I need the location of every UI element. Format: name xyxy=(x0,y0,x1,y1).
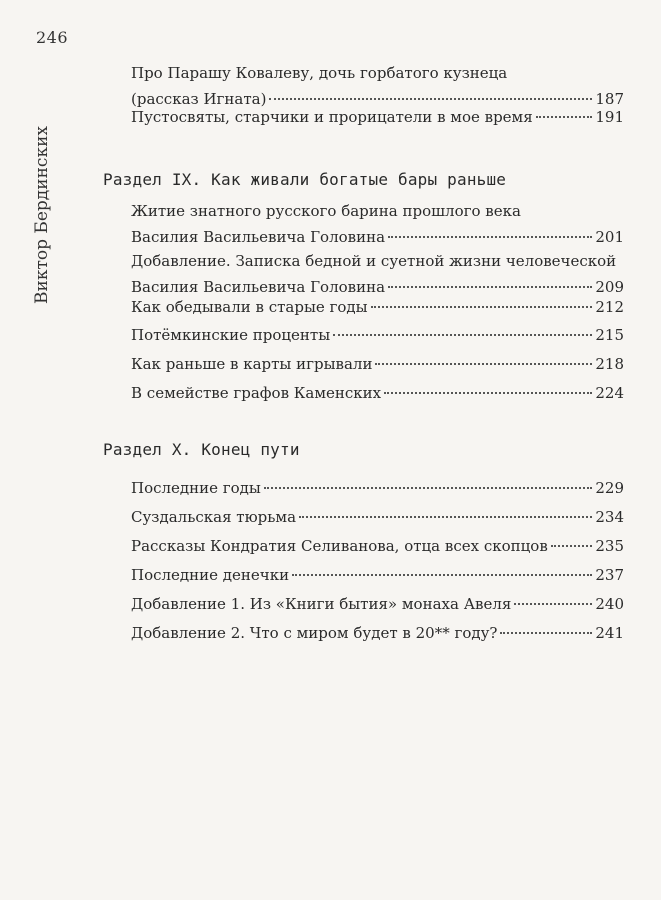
toc-entry[interactable] xyxy=(131,198,624,250)
toc-entry[interactable] xyxy=(131,294,624,320)
toc-page-number: 215 xyxy=(595,326,624,344)
toc-entry-title: Добавление 1. Из «Книги бытия» монаха Авеля xyxy=(131,595,512,613)
toc-entry[interactable] xyxy=(131,533,624,559)
running-head-author: Виктор Бердинских xyxy=(32,125,52,305)
toc-entry[interactable] xyxy=(131,248,624,300)
toc-entry-title: Про Парашу Ковалеву, дочь горбатого кузнеца xyxy=(131,64,508,82)
toc-entry-line xyxy=(131,294,624,320)
toc-entry-line xyxy=(131,591,624,617)
toc-entry-line xyxy=(131,475,624,501)
toc-entry-line xyxy=(131,104,624,130)
toc-entry-title: Суздальская тюрьма xyxy=(131,508,297,526)
toc-entry[interactable] xyxy=(131,380,624,406)
dot-leader xyxy=(551,545,593,547)
dot-leader xyxy=(292,574,592,576)
dot-leader xyxy=(333,334,592,336)
toc-entry-title: Последние денечки xyxy=(131,566,290,584)
toc-page-number: 209 xyxy=(595,278,624,296)
toc-entry[interactable] xyxy=(131,104,624,130)
toc-page-number: 235 xyxy=(595,537,624,555)
toc-entry[interactable] xyxy=(131,504,624,530)
toc-entry[interactable] xyxy=(131,591,624,617)
toc-entry-line xyxy=(131,224,624,250)
toc-page-number: 224 xyxy=(595,384,624,402)
toc-entry-line xyxy=(131,533,624,559)
toc-entry-title: Потёмкинские проценты xyxy=(131,326,331,344)
toc-page-number: 229 xyxy=(595,479,624,497)
dot-leader xyxy=(269,98,592,100)
toc-page-number: 240 xyxy=(595,595,624,613)
toc-entry-line xyxy=(131,562,624,588)
dot-leader xyxy=(375,363,592,365)
dot-leader xyxy=(371,306,593,308)
toc-page-number: 234 xyxy=(595,508,624,526)
toc-entry[interactable] xyxy=(131,562,624,588)
dot-leader xyxy=(388,286,592,288)
toc-entry-line xyxy=(131,60,624,86)
toc-entry-title: (рассказ Игната) xyxy=(131,90,267,108)
toc-entry-title: Рассказы Кондратия Селиванова, отца всех скопцов xyxy=(131,537,548,555)
toc-entry-title: Пустосвяты, старчики и прорицатели в мое время xyxy=(131,108,533,126)
toc-entry-title: Василия Васильевича Головина xyxy=(131,278,386,296)
dot-leader xyxy=(388,236,592,238)
toc-entry-title: Как раньше в карты игрывали xyxy=(131,355,373,373)
dot-leader xyxy=(384,392,592,394)
dot-leader xyxy=(514,603,592,605)
dot-leader xyxy=(264,487,593,489)
toc-page-number: 241 xyxy=(595,624,624,642)
toc-entry[interactable] xyxy=(131,322,624,348)
dot-leader xyxy=(299,516,592,518)
toc-entry-line xyxy=(131,380,624,406)
toc-entry-line xyxy=(131,620,624,646)
toc-entry-title: Как обедывали в старые годы xyxy=(131,298,368,316)
toc-page-number: 187 xyxy=(595,90,624,108)
page-number: 246 xyxy=(36,28,69,47)
toc-entry-title: Житие знатного русского барина прошлого века xyxy=(131,202,521,220)
toc-entry[interactable] xyxy=(131,475,624,501)
dot-leader xyxy=(536,116,593,118)
toc-page-number: 201 xyxy=(595,228,624,246)
toc-entry-line xyxy=(131,504,624,530)
toc-page-number: 218 xyxy=(595,355,624,373)
toc-entry-title: Последние годы xyxy=(131,479,261,497)
toc-entry-line xyxy=(131,351,624,377)
toc-page-number: 212 xyxy=(595,298,624,316)
toc-entry-line xyxy=(131,198,624,224)
toc-entry-title: Добавление. Записка бедной и суетной жизни человеческой xyxy=(131,252,617,270)
toc-page-number: 237 xyxy=(595,566,624,584)
section-heading: Раздел X. Конец пути xyxy=(103,440,300,459)
toc-entry-title: В семействе графов Каменских xyxy=(131,384,382,402)
toc-entry-line xyxy=(131,322,624,348)
toc-entry[interactable] xyxy=(131,620,624,646)
section-heading: Раздел IX. Как живали богатые бары раньше xyxy=(103,170,507,189)
toc-entry-title: Василия Васильевича Головина xyxy=(131,228,386,246)
toc-entry[interactable] xyxy=(131,351,624,377)
dot-leader xyxy=(500,632,592,634)
toc-page-number: 191 xyxy=(595,108,624,126)
toc-entry-title: Добавление 2. Что с миром будет в 20** году? xyxy=(131,624,498,642)
toc-entry-line xyxy=(131,248,624,274)
